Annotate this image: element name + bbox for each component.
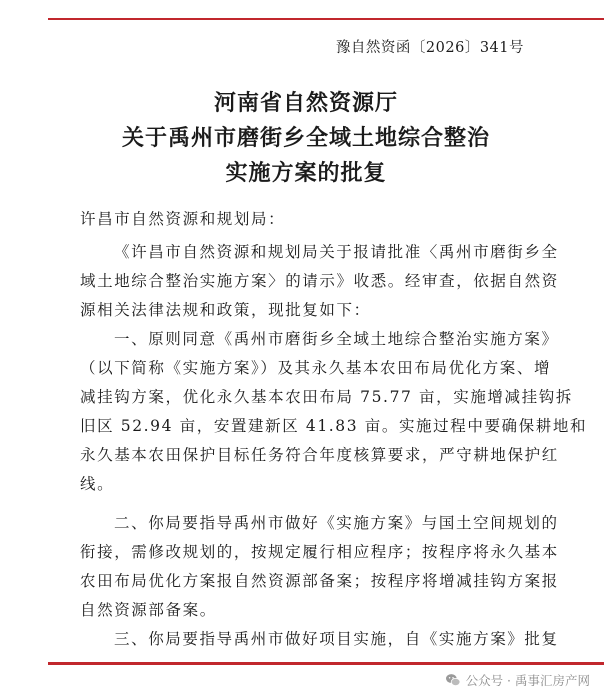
paragraph-item-3-line: 三、你局要指导禹州市做好项目实施，自《实施方案》批复 xyxy=(114,630,559,648)
top-red-rule xyxy=(48,18,604,20)
paragraph-item-1-line: 一、原则同意《禹州市磨街乡全域土地综合整治实施方案》 xyxy=(114,330,559,348)
paragraph-item-2-line: 二、你局要指导禹州市做好《实施方案》与国土空间规划的 xyxy=(114,514,559,532)
title-line-2: 关于禹州市磨街乡全域土地综合整治 xyxy=(121,125,490,151)
title-line-3: 实施方案的批复 xyxy=(225,160,387,186)
paragraph-item-1-line: （以下简称《实施方案》）及其永久基本农田布局优化方案、增 xyxy=(80,359,552,377)
watermark-text: 公众号 · 禹事汇房产网 xyxy=(465,673,590,688)
salutation: 许昌市自然资源和规划局： xyxy=(80,210,286,228)
title-line-1: 河南省自然资源厅 xyxy=(213,90,398,116)
paragraph-intro-line: 域土地综合整治实施方案〉的请示》收悉。经审查，依据自然资 xyxy=(80,272,559,290)
document-number: 豫自然资函〔2026〕341号 xyxy=(335,40,524,56)
wechat-icon xyxy=(445,672,461,688)
watermark xyxy=(445,671,590,689)
paragraph-item-1-line: 旧区 52.94 亩，安置建新区 41.83 亩。实施过程中要确保耕地和 xyxy=(80,417,588,435)
paragraph-item-1-line: 永久基本农田保护目标任务符合年度核算要求，严守耕地保护红 xyxy=(80,446,559,464)
bottom-red-rule xyxy=(48,662,604,665)
paragraph-item-2-line: 自然资源部备案。 xyxy=(80,601,217,619)
paragraph-item-2-line: 衔接，需修改规划的，按规定履行相应程序；按程序将永久基本 xyxy=(80,543,559,561)
paragraph-intro-line: 《许昌市自然资源和规划局关于报请批准〈禹州市磨街乡全 xyxy=(114,243,559,261)
paragraph-item-1-line: 线。 xyxy=(80,475,115,493)
paragraph-item-2-line: 农田布局优化方案报自然资源部备案；按程序将增减挂钩方案报 xyxy=(80,572,559,590)
paragraph-item-1-line: 减挂钩方案，优化永久基本农田布局 75.77 亩，实施增减挂钩拆 xyxy=(80,388,573,406)
paragraph-intro-line: 源相关法律法规和政策，现批复如下： xyxy=(80,301,371,319)
